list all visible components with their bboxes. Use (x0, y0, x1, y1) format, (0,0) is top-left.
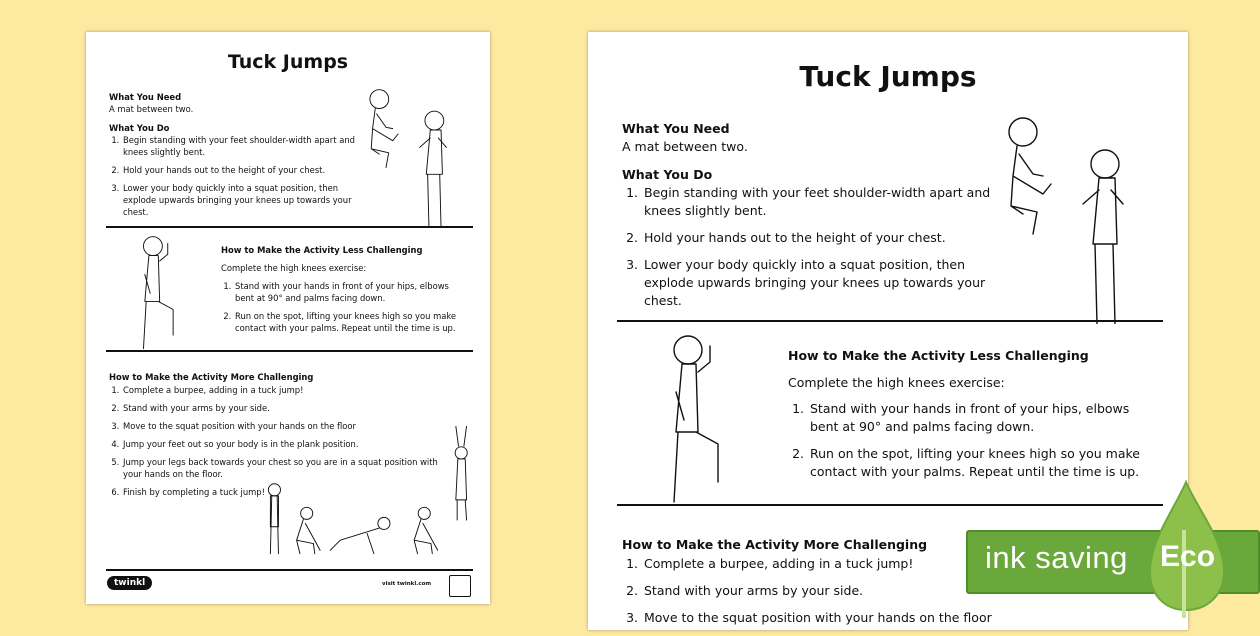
high-knees-illustration (660, 332, 740, 507)
do-heading: What You Do (622, 167, 713, 182)
list-item: 5. Jump your legs back towards your chest so you are in a squat position with your hands on the floor. (122, 456, 445, 480)
divider (106, 350, 473, 352)
divider (106, 226, 473, 228)
less-intro: Complete the high knees exercise: (788, 375, 1005, 390)
more-heading: How to Make the Activity More Challenging (622, 537, 928, 552)
thumbnail-title: Tuck Jumps (227, 51, 349, 73)
tuck-jump-illustration (993, 114, 1143, 324)
less-heading: How to Make the Activity Less Challenging (221, 245, 423, 255)
divider (617, 320, 1163, 322)
list-item: 2. Run on the spot, lifting your knees high so you make contact with your palms. Repeat until the time is up. (234, 310, 460, 334)
more-heading: How to Make the Activity More Challenging (109, 372, 314, 382)
list-item: 4. Jump your feet out so your body is in the plank position. (122, 438, 445, 450)
do-steps (622, 184, 998, 319)
less-steps (221, 280, 460, 340)
less-intro: Complete the high knees exercise: (221, 263, 367, 273)
list-item: 2. Hold your hands out to the height of your chest. (122, 164, 362, 176)
list-item: 1. Begin standing with your feet shoulder-width apart and knees slightly bent. (642, 184, 998, 220)
thumbnail-preview[interactable] (86, 32, 490, 604)
list-item: 1. Begin standing with your feet shoulder-width apart and knees slightly bent. (122, 134, 362, 158)
need-heading: What You Need (109, 92, 182, 102)
do-heading: What You Do (109, 123, 170, 133)
list-item: 1. Complete a burpee, adding in a tuck jump! (642, 555, 1122, 573)
footer-link[interactable]: visit twinkl.com (382, 581, 432, 587)
ink-saving-text: ink saving (985, 540, 1128, 575)
list-item: 2. Hold your hands out to the height of your chest. (642, 229, 998, 247)
burpee-sequence-illustration (266, 426, 475, 557)
twinkl-logo: twinkl (107, 576, 152, 590)
page-title: Tuck Jumps (799, 60, 977, 93)
footer-divider (106, 569, 473, 571)
list-item: 1. Stand with your hands in front of your hips, elbows bent at 90° and palms facing down. (234, 280, 460, 304)
high-knees-illustration (134, 234, 188, 352)
list-item: 1. Stand with your hands in front of your hips, elbows bent at 90° and palms facing down. (808, 400, 1144, 436)
less-steps (788, 400, 1144, 490)
quality-badge-icon (449, 575, 471, 597)
list-item: 2. Stand with your arms by your side. (122, 402, 445, 414)
list-item: 2. Run on the spot, lifting your knees high so you make contact with your palms. Repeat until the time is up. (808, 445, 1144, 481)
need-text: A mat between two. (109, 104, 194, 114)
eco-label: Eco (1160, 540, 1216, 573)
list-item: 3. Move to the squat position with your hands on the floor (642, 609, 1122, 627)
need-heading: What You Need (622, 121, 730, 136)
less-heading: How to Make the Activity Less Challenging (788, 348, 1089, 363)
do-steps (109, 134, 362, 224)
list-item: 3. Lower your body quickly into a squat position, then explode upwards bringing your knees up towards your chest. (122, 182, 362, 218)
list-item: 6. Finish by completing a tuck jump! (122, 486, 445, 498)
need-text: A mat between two. (622, 139, 748, 154)
divider (617, 504, 1163, 506)
tuck-jump-illustration (359, 87, 460, 228)
list-item: 2. Stand with your arms by your side. (642, 582, 1122, 600)
list-item: 3. Lower your body quickly into a squat position, then explode upwards bringing your knees up towards your chest. (642, 256, 998, 310)
list-item: 3. Move to the squat position with your hands on the floor (122, 420, 445, 432)
list-item: 1. Complete a burpee, adding in a tuck jump! (122, 384, 445, 396)
